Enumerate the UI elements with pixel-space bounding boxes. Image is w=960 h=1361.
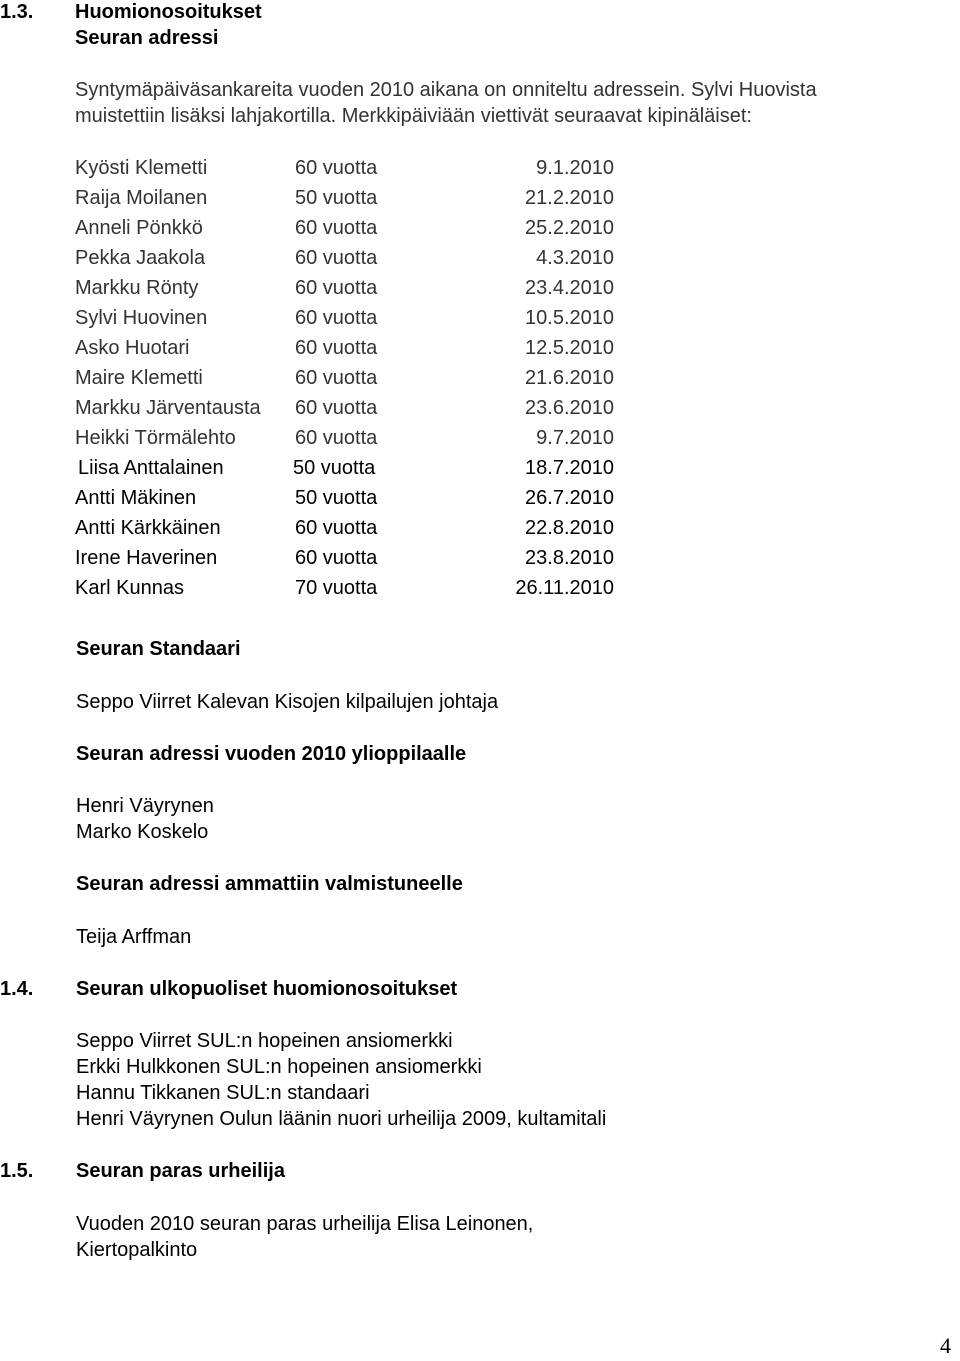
ammatti-heading: Seuran adressi ammattiin valmistuneelle [76,873,463,895]
birthday-age: 50 vuotta [293,457,376,479]
birthday-row [0,516,960,546]
birthday-name: Liisa Anttalainen [78,457,224,479]
birthday-row [0,156,960,186]
birthday-row [0,366,960,396]
birthday-age: 60 vuotta [295,157,378,179]
birthday-age: 50 vuotta [295,487,378,509]
birthday-row [0,186,960,216]
award-item: Erkki Hulkkonen SUL:n hopeinen ansiomerkki [76,1056,482,1078]
birthday-row [0,546,960,576]
section-title-1-3: Huomionosoitukset [75,1,262,23]
section-number-1-3: 1.3. [0,1,34,23]
award-item: Henri Väyrynen Oulun läänin nuori urheilija 2009, kultamitali [76,1108,607,1130]
birthday-age: 60 vuotta [295,247,378,269]
award-item: Seppo Viirret SUL:n hopeinen ansiomerkki [76,1030,453,1052]
birthday-date: 23.8.2010 [525,547,614,569]
ylioppilas-heading: Seuran adressi vuoden 2010 ylioppilaalle [76,743,467,765]
birthday-row [0,486,960,516]
ammatti-text: Teija Arffman [76,926,192,948]
section-number-1-5: 1.5. [0,1160,34,1182]
section-title-1-4: Seuran ulkopuoliset huomionosoitukset [76,978,458,1000]
birthday-age: 70 vuotta [295,577,378,599]
birthday-age: 50 vuotta [295,187,378,209]
birthday-row [0,576,960,606]
birthday-date: 18.7.2010 [525,457,614,479]
section-subtitle-adressi: Seuran adressi [75,27,219,49]
birthday-age: 60 vuotta [295,517,378,539]
birthday-age: 60 vuotta [295,337,378,359]
standaari-heading: Seuran Standaari [76,638,241,660]
birthday-name: Pekka Jaakola [75,247,206,269]
birthday-name: Markku Järventausta [75,397,261,419]
birthday-row [0,396,960,426]
intro-line-2: muistettiin lisäksi lahjakortilla. Merkkipäiviään viettivät seuraavat kipinäläiset: [75,105,752,127]
birthday-age: 60 vuotta [295,397,378,419]
birthday-age: 60 vuotta [295,217,378,239]
standaari-text: Seppo Viirret Kalevan Kisojen kilpailujen johtaja [76,691,499,713]
best-athlete-line-1: Vuoden 2010 seuran paras urheilija Elisa Leinonen, [76,1213,534,1235]
birthday-date: 21.6.2010 [525,367,614,389]
birthday-name: Maire Klemetti [75,367,203,389]
birthday-name: Karl Kunnas [75,577,184,599]
birthday-name: Sylvi Huovinen [75,307,208,329]
birthday-age: 60 vuotta [295,427,378,449]
birthday-row [0,276,960,306]
birthday-name: Markku Rönty [75,277,199,299]
birthday-name: Anneli Pönkkö [75,217,203,239]
birthday-name: Raija Moilanen [75,187,208,209]
ylioppilas-name: Marko Koskelo [76,821,209,843]
birthday-date: 10.5.2010 [525,307,614,329]
birthday-table [0,156,960,606]
birthday-date: 9.1.2010 [536,157,614,179]
birthday-date: 9.7.2010 [536,427,614,449]
birthday-date: 26.7.2010 [525,487,614,509]
birthday-date: 4.3.2010 [536,247,614,269]
birthday-row [0,306,960,336]
birthday-age: 60 vuotta [295,277,378,299]
birthday-date: 21.2.2010 [525,187,614,209]
birthday-age: 60 vuotta [295,307,378,329]
section-title-1-5: Seuran paras urheilija [76,1160,285,1182]
birthday-row [0,426,960,456]
birthday-age: 60 vuotta [295,547,378,569]
ylioppilas-name: Henri Väyrynen [76,795,214,817]
birthday-name: Heikki Törmälehto [75,427,236,449]
award-item: Hannu Tikkanen SUL:n standaari [76,1082,370,1104]
birthday-row [0,246,960,276]
birthday-name: Antti Kärkkäinen [75,517,221,539]
birthday-date: 22.8.2010 [525,517,614,539]
birthday-name: Asko Huotari [75,337,190,359]
birthday-row [0,216,960,246]
birthday-name: Antti Mäkinen [75,487,197,509]
birthday-date: 23.4.2010 [525,277,614,299]
birthday-date: 25.2.2010 [525,217,614,239]
birthday-date: 26.11.2010 [515,577,614,599]
birthday-name: Kyösti Klemetti [75,157,208,179]
birthday-date: 23.6.2010 [525,397,614,419]
best-athlete-line-2: Kiertopalkinto [76,1239,198,1261]
birthday-date: 12.5.2010 [525,337,614,359]
birthday-name: Irene Haverinen [75,547,218,569]
birthday-age: 60 vuotta [295,367,378,389]
page-number: 4 [940,1333,951,1358]
section-number-1-4: 1.4. [0,978,34,1000]
birthday-row [0,336,960,366]
intro-line-1: Syntymäpäiväsankareita vuoden 2010 aikana on onniteltu adressein. Sylvi Huovista [75,79,817,101]
birthday-row [0,456,960,486]
